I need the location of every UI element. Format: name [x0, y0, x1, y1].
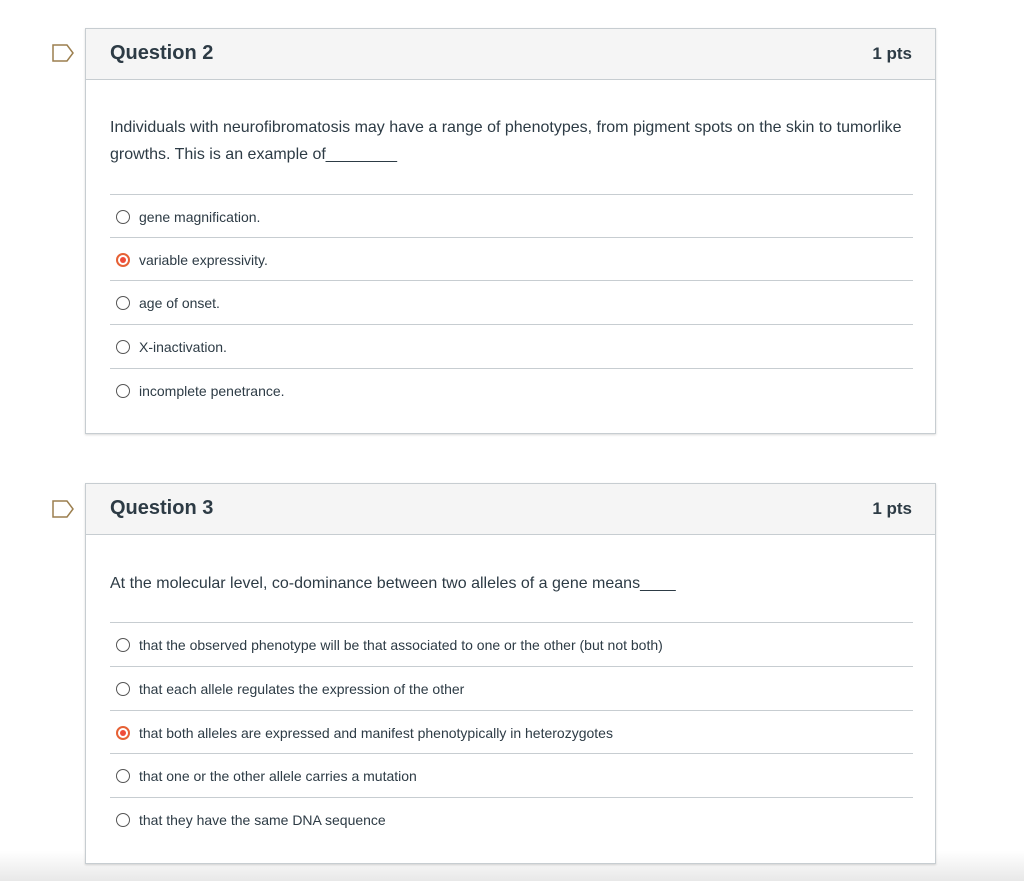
question-header — [86, 484, 935, 535]
radio-button[interactable] — [116, 813, 130, 827]
answer-option[interactable] — [110, 753, 913, 797]
option-label: that each allele regulates the expression of the other — [139, 680, 465, 697]
radio-button[interactable] — [116, 638, 130, 652]
question-text: Individuals with neurofibromatosis may have a range of phenotypes, from pigment spots on the skin to tumorlike growths. This is an example of________ — [110, 119, 902, 163]
radio-button[interactable] — [116, 682, 130, 696]
answer-option[interactable] — [110, 666, 913, 710]
question-2-card — [85, 28, 936, 434]
answer-option[interactable] — [110, 324, 913, 368]
question-points: 1 pts — [872, 499, 912, 518]
radio-button[interactable] — [116, 210, 130, 224]
question-title: Question 3 — [110, 497, 214, 519]
answer-option[interactable] — [110, 368, 913, 412]
option-label: incomplete penetrance. — [139, 382, 285, 399]
option-label: X-inactivation. — [139, 338, 227, 355]
option-label: age of onset. — [139, 294, 220, 311]
answer-option[interactable] — [110, 194, 913, 238]
answer-option[interactable] — [110, 280, 913, 324]
option-label: that the observed phenotype will be that associated to one or the other (but not both) — [139, 636, 663, 653]
answer-option[interactable] — [110, 237, 913, 281]
question-title: Question 2 — [110, 42, 214, 64]
flag-question-icon[interactable] — [52, 500, 74, 518]
radio-button[interactable] — [116, 384, 130, 398]
question-text: At the molecular level, co-dominance between two alleles of a gene means____ — [110, 575, 676, 592]
option-label: variable expressivity. — [139, 251, 268, 268]
answer-option[interactable] — [110, 710, 913, 754]
radio-button[interactable] — [116, 340, 130, 354]
answer-option[interactable] — [110, 622, 913, 666]
flag-question-icon[interactable] — [52, 44, 74, 62]
question-3-card — [85, 483, 936, 864]
radio-button[interactable] — [116, 769, 130, 783]
option-label: gene magnification. — [139, 208, 261, 225]
option-label: that one or the other allele carries a mutation — [139, 767, 417, 784]
radio-button-selected[interactable] — [116, 726, 130, 740]
radio-button[interactable] — [116, 296, 130, 310]
option-label: that both alleles are expressed and manifest phenotypically in heterozygotes — [139, 724, 613, 741]
question-header — [86, 29, 935, 80]
question-points: 1 pts — [872, 44, 912, 63]
answer-option[interactable] — [110, 797, 913, 841]
radio-button-selected[interactable] — [116, 253, 130, 267]
option-label: that they have the same DNA sequence — [139, 811, 386, 828]
